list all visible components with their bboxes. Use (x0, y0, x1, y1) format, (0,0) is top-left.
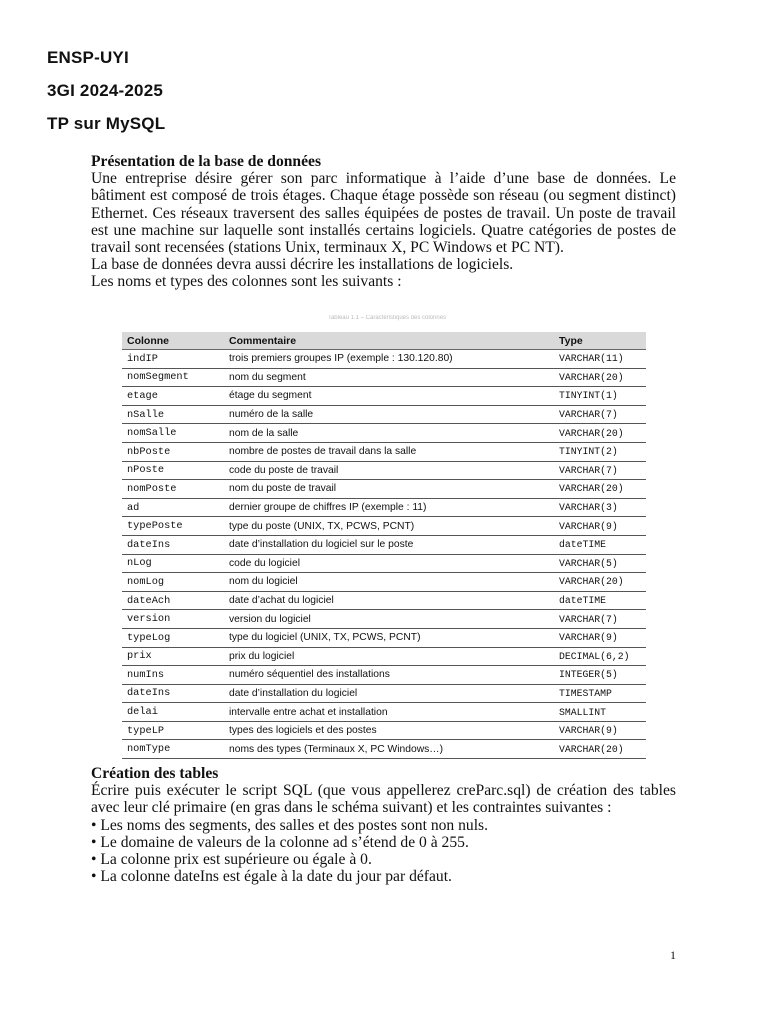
cell-colonne: ad (122, 498, 224, 517)
cell-commentaire: nombre de postes de travail dans la salle (224, 442, 554, 461)
cell-type: SMALLINT (554, 703, 646, 722)
header-colonne: Colonne (122, 332, 224, 350)
table-row (122, 647, 646, 666)
cell-type: DECIMAL(6,2) (554, 647, 646, 666)
table-row (122, 442, 646, 461)
cell-commentaire: code du logiciel (224, 554, 554, 573)
cell-commentaire: nom du segment (224, 368, 554, 387)
cell-type: VARCHAR(20) (554, 740, 646, 759)
cell-colonne: nomSegment (122, 368, 224, 387)
cell-type: VARCHAR(20) (554, 368, 646, 387)
table-row (122, 517, 646, 536)
presentation-line-2: La base de données devra aussi décrire les installations de logiciels. (91, 256, 514, 274)
cell-commentaire: prix du logiciel (224, 647, 554, 666)
cell-type: VARCHAR(7) (554, 461, 646, 480)
cell-commentaire: version du logiciel (224, 610, 554, 629)
presentation-paragraph: Une entreprise désire gérer son parc informatique à l’aide d’une base de données. Le bâtiment est composé de trois étages. Chaque étage possède son réseau (ou segment distinct) Ethernet. Ces réseaux traversent des salles équipées de postes de travail. Un poste de travail est une machine sur laquelle sont installés certains logiciels. Quatre catégories de postes de travail sont recensées (stations Unix, terminaux X, PC Windows et PC NT). (91, 170, 676, 257)
cell-type: VARCHAR(7) (554, 610, 646, 629)
columns-table (122, 332, 646, 759)
table-row (122, 405, 646, 424)
cell-colonne: indIP (122, 350, 224, 369)
presentation-title: Présentation de la base de données (91, 153, 322, 170)
table-row (122, 498, 646, 517)
table-row (122, 740, 646, 759)
table-row (122, 628, 646, 647)
cell-commentaire: nom du logiciel (224, 573, 554, 592)
cell-commentaire: types des logiciels et des postes (224, 721, 554, 740)
cell-commentaire: date d’installation du logiciel sur le poste (224, 535, 554, 554)
cell-type: VARCHAR(20) (554, 480, 646, 499)
table-row (122, 666, 646, 685)
table-row (122, 703, 646, 722)
cell-colonne: typePoste (122, 517, 224, 536)
table-row (122, 424, 646, 443)
cell-commentaire: dernier groupe de chiffres IP (exemple : 11) (224, 498, 554, 517)
constraint-bullet: • La colonne prix est supérieure ou égale à 0. (91, 851, 372, 869)
cell-commentaire: intervalle entre achat et installation (224, 703, 554, 722)
cell-type: dateTIME (554, 591, 646, 610)
table-row (122, 591, 646, 610)
page-number: 1 (670, 948, 676, 962)
cell-commentaire: numéro de la salle (224, 405, 554, 424)
cell-colonne: nSalle (122, 405, 224, 424)
cell-commentaire: numéro séquentiel des installations (224, 666, 554, 685)
cell-colonne: nomType (122, 740, 224, 759)
cell-type: VARCHAR(11) (554, 350, 646, 369)
table-header-row (122, 332, 646, 350)
cell-commentaire: type du poste (UNIX, TX, PCWS, PCNT) (224, 517, 554, 536)
cell-colonne: dateIns (122, 535, 224, 554)
cell-colonne: dateIns (122, 684, 224, 703)
cell-type: INTEGER(5) (554, 666, 646, 685)
cell-type: VARCHAR(20) (554, 424, 646, 443)
cell-commentaire: code du poste de travail (224, 461, 554, 480)
cell-commentaire: trois premiers groupes IP (exemple : 130.120.80) (224, 350, 554, 369)
creation-title: Création des tables (91, 765, 219, 782)
cell-commentaire: date d’achat du logiciel (224, 591, 554, 610)
cell-colonne: nomSalle (122, 424, 224, 443)
cell-commentaire: nom de la salle (224, 424, 554, 443)
table-row (122, 480, 646, 499)
cell-type: dateTIME (554, 535, 646, 554)
cell-colonne: nomPoste (122, 480, 224, 499)
table-row (122, 610, 646, 629)
header-type: Type (554, 332, 646, 350)
constraint-bullet: • La colonne dateIns est égale à la date du jour par défaut. (91, 868, 452, 886)
table-row (122, 387, 646, 406)
header-commentaire: Commentaire (224, 332, 554, 350)
presentation-section (91, 153, 676, 291)
cell-type: VARCHAR(9) (554, 721, 646, 740)
cell-colonne: etage (122, 387, 224, 406)
cell-colonne: version (122, 610, 224, 629)
document-title: TP sur MySQL (47, 114, 166, 133)
creation-section (91, 765, 676, 885)
cell-type: VARCHAR(9) (554, 517, 646, 536)
table-row (122, 350, 646, 369)
class-year: 3GI 2024-2025 (47, 81, 164, 100)
cell-type: TINYINT(1) (554, 387, 646, 406)
cell-type: VARCHAR(9) (554, 628, 646, 647)
cell-commentaire: étage du segment (224, 387, 554, 406)
cell-colonne: delai (122, 703, 224, 722)
table-caption: Tableau 1.1 – Caractéristiques des colonnes (327, 315, 447, 321)
table-row (122, 368, 646, 387)
table-row (122, 535, 646, 554)
cell-colonne: numIns (122, 666, 224, 685)
presentation-line-3: Les noms et types des colonnes sont les suivants : (91, 273, 402, 291)
constraint-bullet: • Les noms des segments, des salles et des postes sont non nuls. (91, 816, 489, 834)
cell-commentaire: date d’installation du logiciel (224, 684, 554, 703)
table-row (122, 721, 646, 740)
cell-type: VARCHAR(5) (554, 554, 646, 573)
table-body (122, 350, 646, 759)
cell-colonne: nomLog (122, 573, 224, 592)
cell-commentaire: noms des types (Terminaux X, PC Windows…) (224, 740, 554, 759)
constraint-bullet: • Le domaine de valeurs de la colonne ad s’étend de 0 à 255. (91, 833, 469, 851)
cell-colonne: typeLog (122, 628, 224, 647)
school-name: ENSP-UYI (47, 48, 129, 67)
cell-colonne: nPoste (122, 461, 224, 480)
cell-colonne: prix (122, 647, 224, 666)
cell-commentaire: type du logiciel (UNIX, TX, PCWS, PCNT) (224, 628, 554, 647)
table-row (122, 684, 646, 703)
cell-type: TIMESTAMP (554, 684, 646, 703)
creation-paragraph: Écrire puis exécuter le script SQL (que vous appellerez creParc.sql) de création des tables avec leur clé primaire (en gras dans le schéma suivant) et les contraintes suivantes : (91, 782, 676, 817)
cell-type: VARCHAR(20) (554, 573, 646, 592)
table-row (122, 573, 646, 592)
table-row (122, 461, 646, 480)
cell-colonne: nbPoste (122, 442, 224, 461)
cell-type: VARCHAR(7) (554, 405, 646, 424)
cell-type: VARCHAR(3) (554, 498, 646, 517)
table-row (122, 554, 646, 573)
cell-type: TINYINT(2) (554, 442, 646, 461)
cell-commentaire: nom du poste de travail (224, 480, 554, 499)
cell-colonne: dateAch (122, 591, 224, 610)
cell-colonne: nLog (122, 554, 224, 573)
cell-colonne: typeLP (122, 721, 224, 740)
